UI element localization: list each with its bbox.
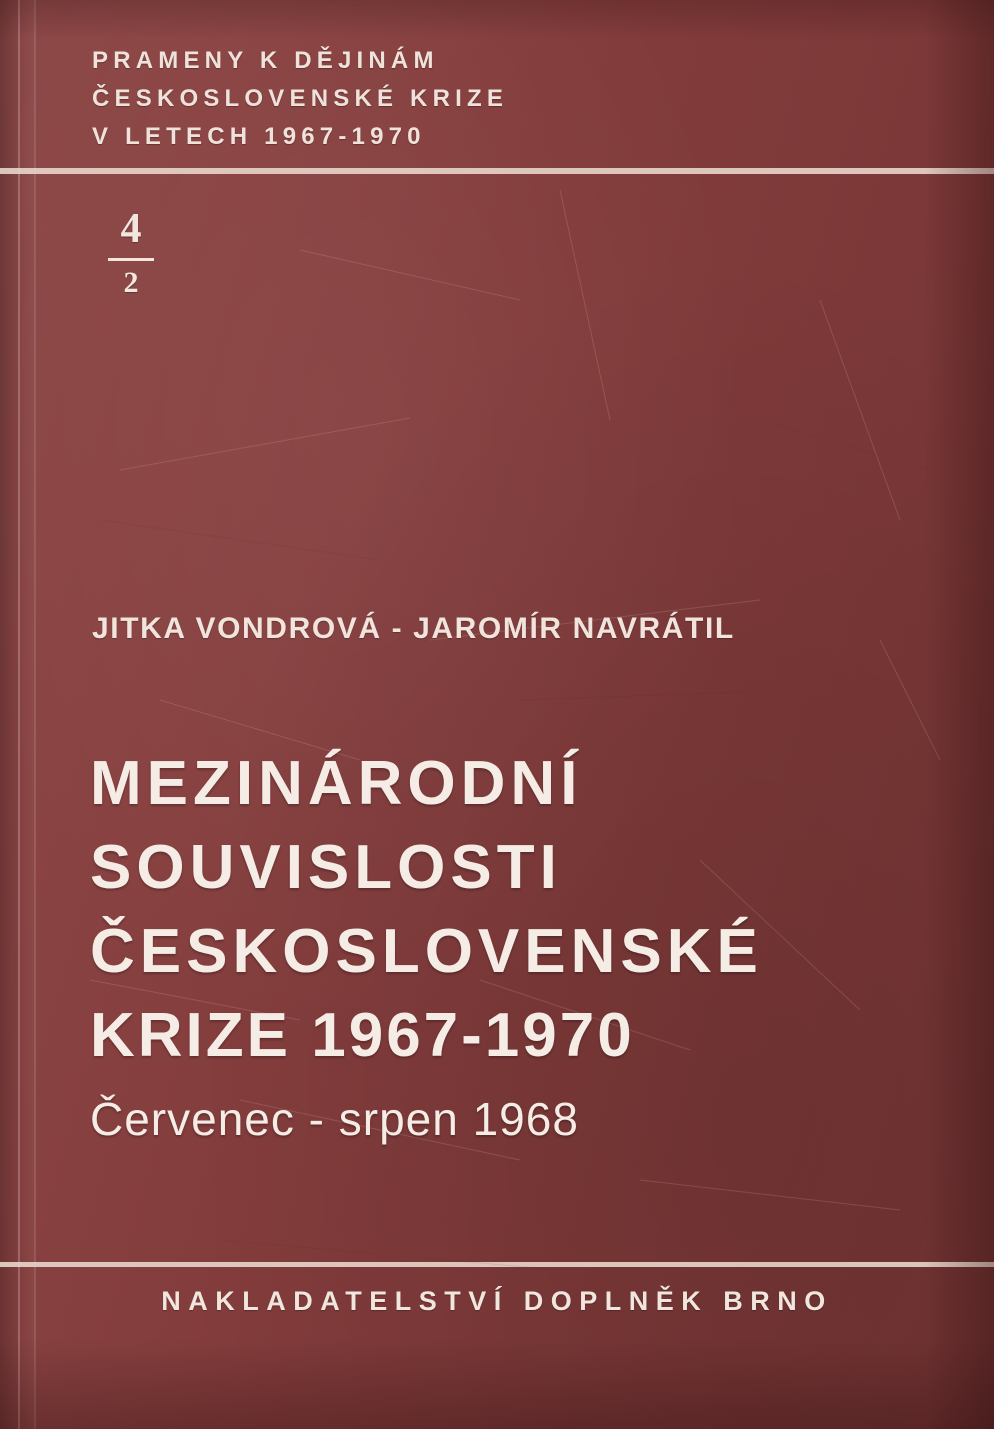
- title-line-2: SOUVISLOSTI: [90, 833, 562, 902]
- spine-shading: [0, 0, 34, 1429]
- series-title: [92, 42, 508, 156]
- header-divider-rule: [0, 168, 994, 174]
- series-title-line-2: ČESKOSLOVENSKÉ KRIZE: [92, 85, 509, 112]
- volume-denominator: 2: [123, 266, 139, 299]
- authors: JITKA VONDROVÁ - JAROMÍR NAVRÁTIL: [92, 612, 735, 645]
- volume-numerator: 4: [120, 206, 142, 252]
- cover-edge-shadow-bottom: [0, 1339, 994, 1429]
- book-title: [90, 742, 954, 1146]
- volume-number: [96, 206, 166, 299]
- title-line-4: KRIZE 1967-1970: [90, 1001, 635, 1070]
- title-line-3: ČESKOSLOVENSKÉ: [90, 917, 763, 986]
- cover-edge-shadow-right: [924, 0, 994, 1429]
- cover-edge-shadow-top: [0, 0, 994, 40]
- series-title-line-1: PRAMENY K DĚJINÁM: [92, 47, 439, 74]
- footer-divider-rule: [0, 1262, 994, 1267]
- series-title-line-3: V LETECH 1967-1970: [92, 123, 426, 150]
- title-line-1: MEZINÁRODNÍ: [90, 749, 583, 818]
- publisher-name: NAKLADATELSTVÍ DOPLNĚK BRNO: [161, 1286, 833, 1316]
- book-subtitle: Červenec - srpen 1968: [90, 1093, 579, 1145]
- volume-fraction-bar: [108, 258, 154, 261]
- spine-rule-inner: [18, 0, 20, 1429]
- spine-rule-outer: [34, 0, 36, 1429]
